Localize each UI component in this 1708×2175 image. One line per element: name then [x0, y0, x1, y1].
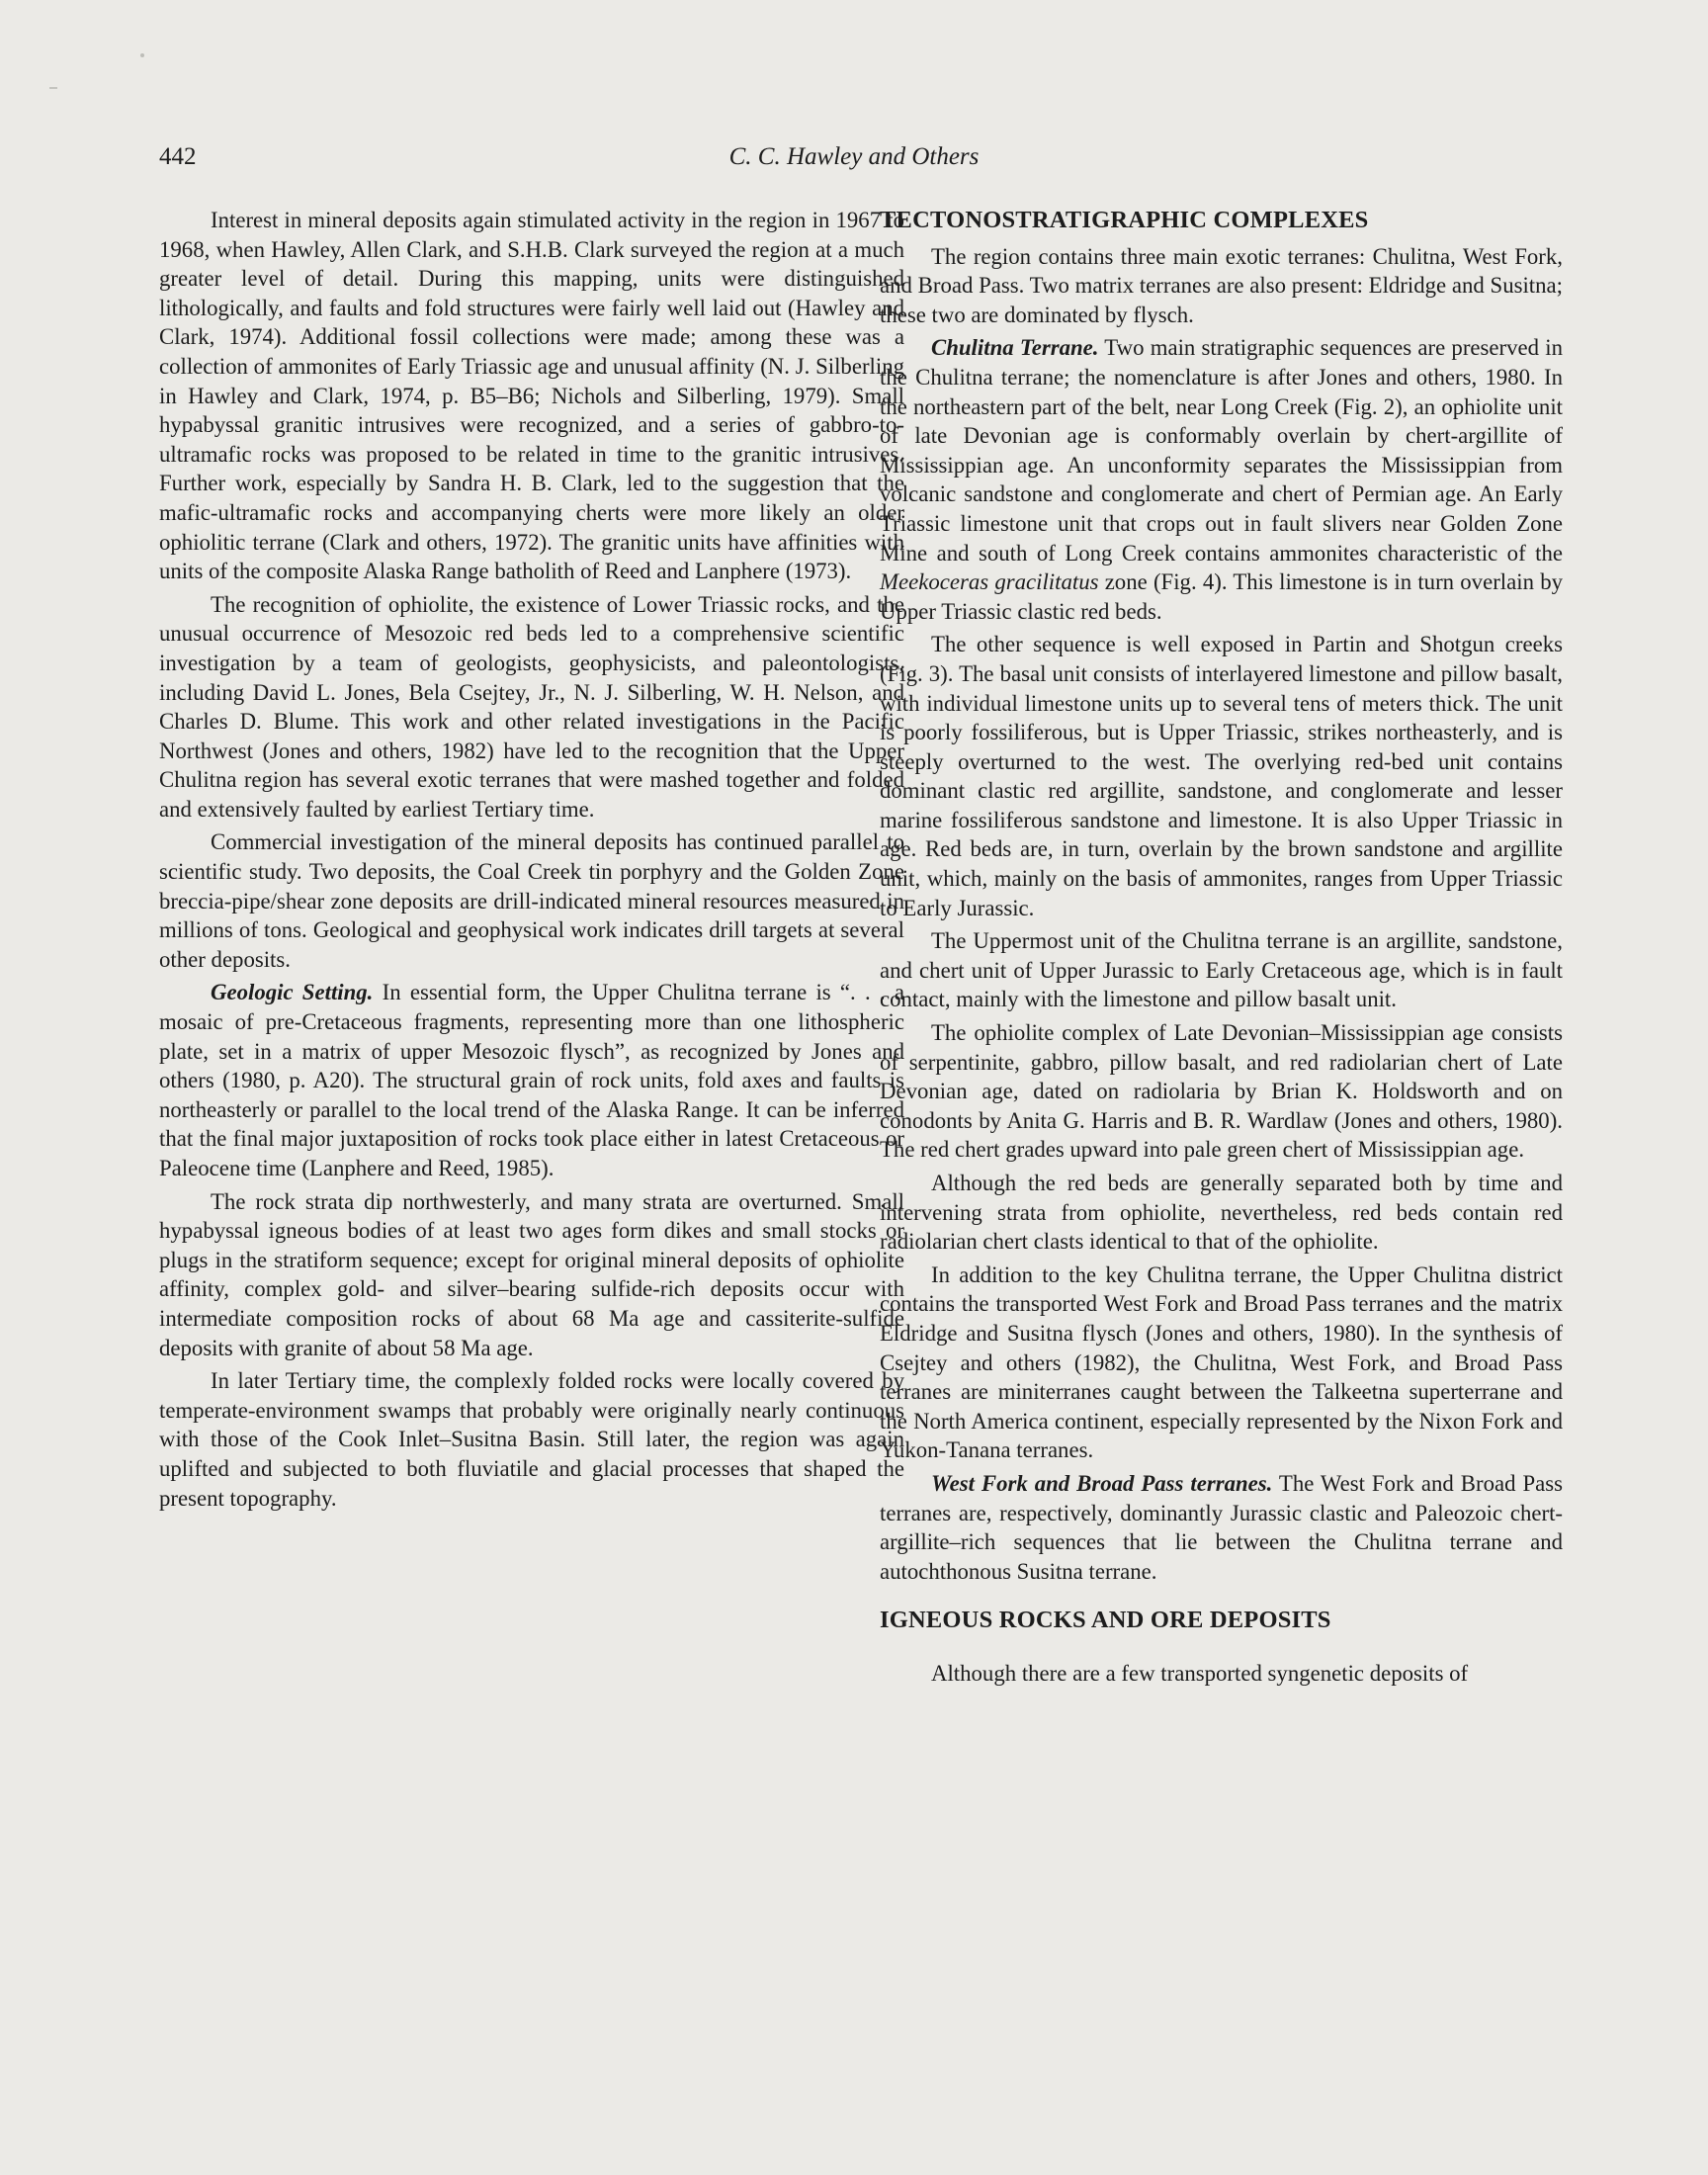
paragraph-text: In essential form, the Upper Chulitna terrane is “. . . a mosaic of pre-Cretaceous fragments, representing more than one lithospheric plate, set in a matrix of upper Mesozoic flysch”, as recognized by Jones and others (1980, p. A20). The structural grain of rock units, fold axes and faults is northeasterly or parallel to the local trend of the Alaska Range. It can be inferred that the final major juxtaposition of rocks took place either in latest Cretaceous or Paleocene time (Lanphere and Reed, 1985).: [159, 980, 904, 1180]
left-column: [159, 206, 904, 1517]
section-heading: IGNEOUS ROCKS AND ORE DEPOSITS: [880, 1607, 1331, 1634]
section-heading: TECTONOSTRATIGRAPHIC COMPLEXES: [880, 207, 1369, 233]
paragraph: Interest in mineral deposits again stimulated activity in the region in 1967 to 1968, when Hawley, Allen Clark, and S.H.B. Clark surveyed the region at a much greater level of detail. During this mapping, units were distinguished lithologically, and faults and fold structures were fairly well laid out (Hawley and Clark, 1974). Additional fossil collections were made; among these was a collection of ammonites of Early Triassic age and unusual affinity (N. J. Silberling in Hawley and Clark, 1974, p. B5–B6; Nichols and Silberling, 1979). Small hypabyssal granitic intrusives were recognized, and a series of gabbro-to-ultramafic rocks was proposed to be related in time to the granitic intrusives. Further work, especially by Sandra H. B. Clark, led to the suggestion that the mafic-ultramafic rocks and accompanying cherts were more likely an older ophiolitic terrane (Clark and others, 1972). The granitic units have affinities with units of the composite Alaska Range batholith of Reed and Lanphere (1973).: [159, 208, 904, 584]
paragraph: Commercial investigation of the mineral deposits has continued parallel to scientific study. Two deposits, the Coal Creek tin porphyry and the Golden Zone breccia-pipe/shear zone deposits are drill-indicated mineral resources measured in millions of tons. Geological and geophysical work indicates drill targets at several other deposits.: [159, 829, 904, 972]
paragraph-text: The West Fork and Broad Pass terranes are, respectively, dominantly Jurassic clastic and Paleozoic chert-argillite–rich sequences that lie between the Chulitna terrane and autochthonous Susitna terrane.: [880, 1470, 1563, 1584]
run-in-heading: Geologic Setting.: [211, 980, 374, 1005]
scan-mark: [49, 87, 57, 89]
run-in-heading: West Fork and Broad Pass terranes.: [931, 1470, 1273, 1496]
run-in-heading: Chulitna Terrane.: [931, 335, 1099, 361]
paragraph: The rock strata dip northwesterly, and many strata are overturned. Small hypabyssal igneous bodies of at least two ages form dikes and small stocks or plugs in the stratiform sequence; except for original mineral deposits of ophiolite affinity, complex gold- and silver–bearing sulfide-rich deposits occur with intermediate composition rocks of about 68 Ma age and cassiterite-sulfide deposits with granite of about 58 Ma age.: [159, 1188, 904, 1360]
paragraph-west-fork: [880, 1469, 1563, 1586]
paragraph-geologic-setting: [159, 978, 904, 1182]
paragraph-text: zone (Fig. 4). This limestone is in turn overlain by Upper Triassic clastic red beds.: [880, 569, 1563, 624]
paragraph: The other sequence is well exposed in Partin and Shotgun creeks (Fig. 3). The basal unit consists of interlayered limestone and pillow basalt, with individual limestone units up to several tens of meters thick. The unit is poorly fossiliferous, but is Upper Triassic, strikes northeasterly, and is steeply overturned to the west. The overlying red-bed unit contains dominant clastic red argillite, sandstone, and conglomerate and lesser marine fossiliferous sandstone and limestone. It is also Upper Triassic in age. Red beds are, in turn, overlain by the brown sandstone and argillite unit, which, mainly on the basis of ammonites, ranges from Upper Triassic to Early Jurassic.: [880, 632, 1563, 920]
page-number: 442: [159, 143, 197, 170]
paragraph-chulitna-terrane: [880, 333, 1563, 626]
paragraph: The ophiolite complex of Late Devonian–Mississippian age consists of serpentinite, gabbro, pillow basalt, and red radiolarian chert of Late Devonian age, dated on radiolaria by Brian K. Holdsworth and on conodonts by Anita G. Harris and B. R. Wardlaw (Jones and others, 1980). The red chert grades upward into pale green chert of Mississippian age.: [880, 1020, 1563, 1163]
paragraph: In addition to the key Chulitna terrane, the Upper Chulitna district contains the transported West Fork and Broad Pass terranes and the matrix Eldridge and Susitna flysch (Jones and others, 1980). In the synthesis of Csejtey and others (1982), the Chulitna, West Fork, and Broad Pass terranes are miniterranes caught between the Talkeetna superterrane and the North America continent, especially represented by the Nixon Fork and Yukon-Tanana terranes.: [880, 1262, 1563, 1463]
paragraph: The region contains three main exotic terranes: Chulitna, West Fork, and Broad Pass. Two matrix terranes are also present: Eldridge and Susitna; these two are dominated by flysch.: [880, 243, 1563, 327]
right-column: [880, 206, 1563, 1693]
paragraph: Although the red beds are generally separated both by time and intervening strata from ophiolite, nevertheless, red beds contain red radiolarian chert clasts identical to that of the ophiolite.: [880, 1171, 1563, 1255]
paragraph: The recognition of ophiolite, the existence of Lower Triassic rocks, and the unusual occurrence of Mesozoic red beds led to a comprehensive scientific investigation by a team of geologists, geophysicists, and paleontologists, including David L. Jones, Bela Csejtey, Jr., N. J. Silberling, W. H. Nelson, and Charles D. Blume. This work and other related investigations in the Pacific Northwest (Jones and others, 1982) have led to the recognition that the Upper Chulitna region has several exotic terranes that were mashed together and folded and extensively faulted by earliest Tertiary time.: [159, 591, 904, 822]
paragraph: The Uppermost unit of the Chulitna terrane is an argillite, sandstone, and chert unit of Upper Jurassic to Early Cretaceous age, which is in fault contact, mainly with the limestone and pillow basalt unit.: [880, 928, 1563, 1012]
running-head: C. C. Hawley and Others: [728, 143, 980, 170]
paragraph-text: Two main stratigraphic sequences are preserved in the Chulitna terrane; the nomenclature is after Jones and others, 1980. In the northeastern part of the belt, near Long Creek (Fig. 2), an ophiolite unit of late Devonian age is conformably overlain by chert-argillite of Mississippian age. An unconformity separates the Mississippian from volcanic sandstone and conglomerate and chert of Permian age. An Early Triassic limestone unit that crops out in fault slivers near Golden Zone Mine and south of Long Creek contains ammonites characteristic of the: [880, 335, 1563, 566]
scan-speck: [140, 53, 144, 57]
paragraph: In later Tertiary time, the complexly folded rocks were locally covered by temperate-environment swamps that probably were originally nearly continuous with those of the Cook Inlet–Susitna Basin. Still later, the region was again uplifted and subjected to both fluviatile and glacial processes that shaped the present topography.: [159, 1368, 904, 1511]
paragraph: Although there are a few transported syngenetic deposits of: [931, 1660, 1469, 1686]
species-name: Meekoceras gracilitatus: [880, 569, 1099, 595]
